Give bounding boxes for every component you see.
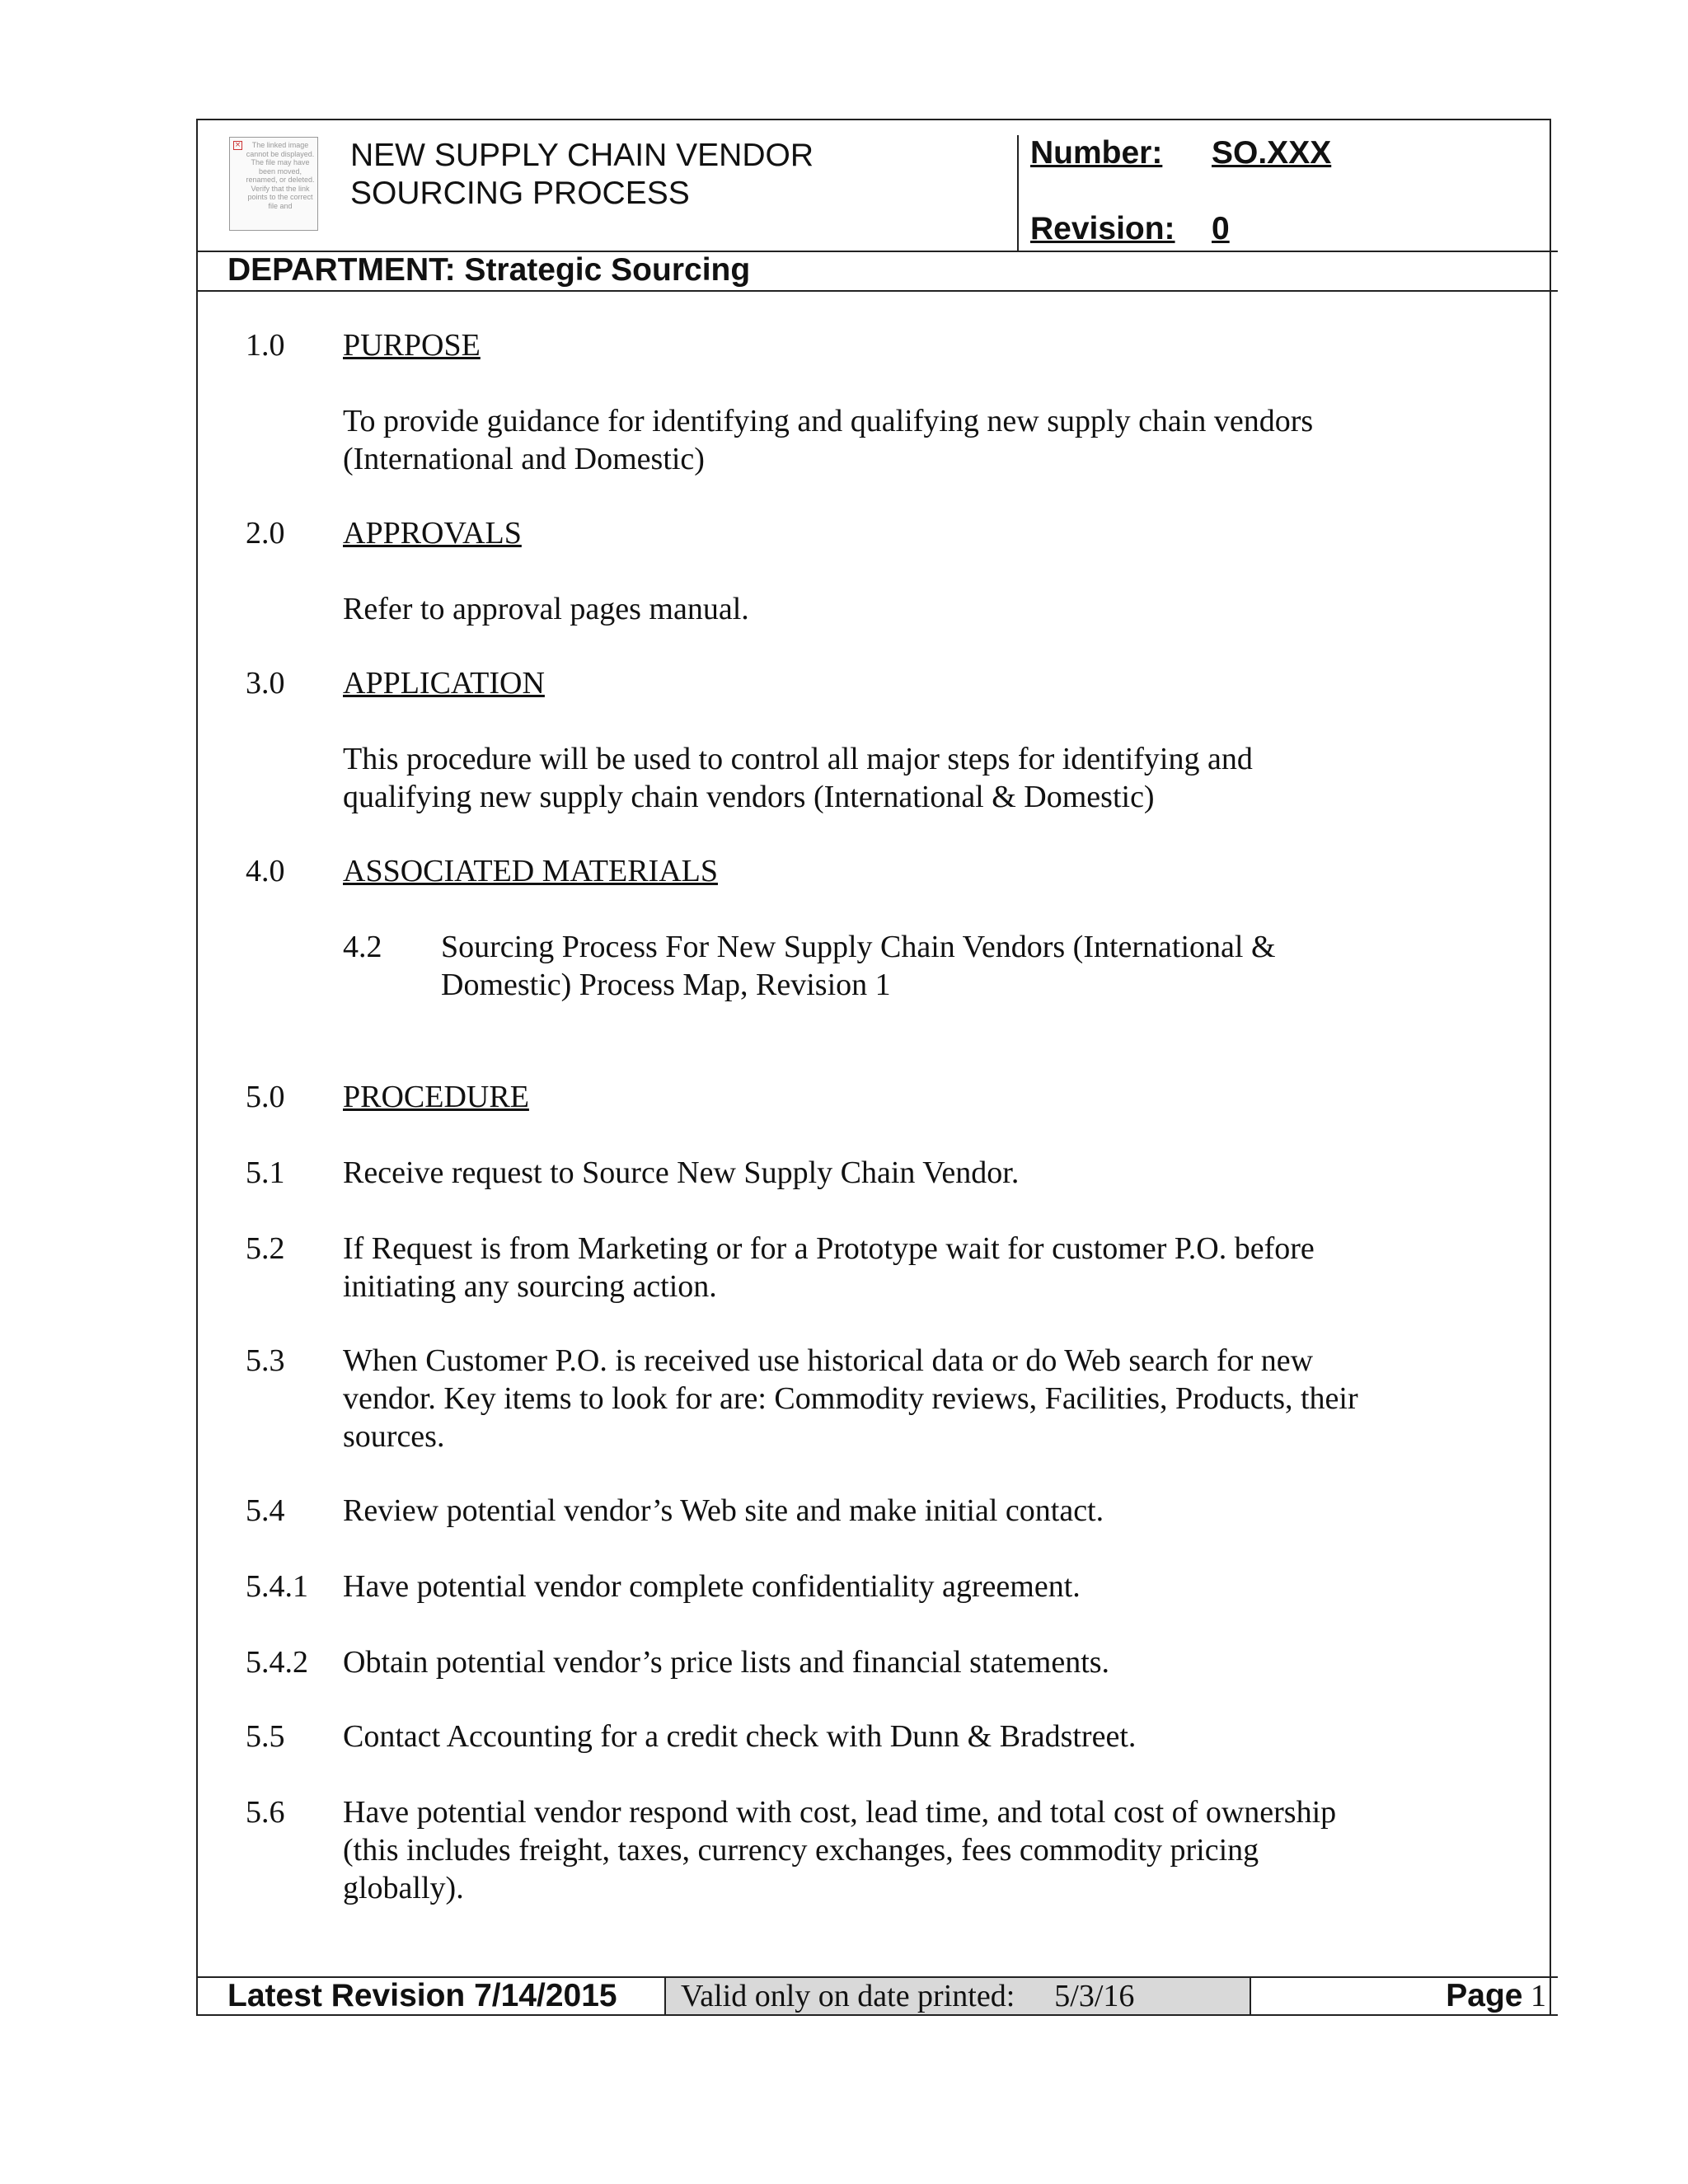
section-heading-procedure: PROCEDURE bbox=[343, 1080, 529, 1114]
page-indicator bbox=[1446, 1978, 1546, 2014]
section-heading-application: APPLICATION bbox=[343, 666, 545, 701]
step-number: 5.4.1 bbox=[246, 1569, 308, 1604]
valid-label: Valid only on date printed: bbox=[681, 1979, 1015, 2013]
document-title-line-1: NEW SUPPLY CHAIN VENDOR bbox=[350, 138, 814, 173]
step-text: Review potential vendor’s Web site and make initial contact. bbox=[343, 1493, 1104, 1528]
subsection-number: 4.2 bbox=[343, 930, 382, 964]
step-number: 5.5 bbox=[246, 1719, 285, 1754]
step-number: 5.4 bbox=[246, 1493, 285, 1528]
broken-image-icon bbox=[229, 137, 318, 231]
section-body-line: (International and Domestic) bbox=[343, 442, 705, 476]
document-title bbox=[350, 137, 977, 213]
step-text: When Customer P.O. is received use historical data or do Web search for new bbox=[343, 1343, 1314, 1378]
step-text: initiating any sourcing action. bbox=[343, 1269, 717, 1304]
step-text: sources. bbox=[343, 1419, 445, 1454]
step-text: Receive request to Source New Supply Chain Vendor. bbox=[343, 1155, 1020, 1190]
step-text: (this includes freight, taxes, currency exchanges, fees commodity pricing bbox=[343, 1833, 1259, 1868]
section-body-line: To provide guidance for identifying and qualifying new supply chain vendors bbox=[343, 404, 1314, 438]
section-heading-purpose: PURPOSE bbox=[343, 328, 481, 363]
section-body-line: qualifying new supply chain vendors (International & Domestic) bbox=[343, 780, 1155, 814]
section-number: 2.0 bbox=[246, 516, 285, 551]
revision-label: Revision: bbox=[1030, 211, 1175, 246]
subsection-body-line: Sourcing Process For New Supply Chain Vendors (International & bbox=[441, 930, 1276, 964]
page-number: 1 bbox=[1531, 1979, 1546, 2013]
document-title-line-2: SOURCING PROCESS bbox=[350, 176, 690, 211]
step-number: 5.3 bbox=[246, 1343, 285, 1378]
section-body-line: This procedure will be used to control all major steps for identifying and bbox=[343, 742, 1253, 776]
valid-date: 5/3/16 bbox=[1054, 1979, 1135, 2013]
header-rule-bottom bbox=[196, 290, 1558, 292]
step-text: Obtain potential vendor’s price lists and financial statements. bbox=[343, 1645, 1110, 1680]
valid-date-cell bbox=[664, 1978, 1251, 2014]
latest-revision: Latest Revision 7/14/2015 bbox=[227, 1978, 617, 2013]
broken-image-message: The linked image cannot be displayed. The file may have been moved, renamed, or deleted. Verify that the link points to the correct file and bbox=[246, 141, 315, 210]
section-number: 1.0 bbox=[246, 328, 285, 363]
step-text: Have potential vendor respond with cost, lead time, and total cost of ownership bbox=[343, 1795, 1337, 1830]
section-body-line: Refer to approval pages manual. bbox=[343, 592, 749, 626]
step-number: 5.1 bbox=[246, 1155, 285, 1190]
department-label: DEPARTMENT: Strategic Sourcing bbox=[227, 252, 751, 288]
subsection-body-line: Domestic) Process Map, Revision 1 bbox=[441, 968, 891, 1002]
step-text: vendor. Key items to look for are: Commodity reviews, Facilities, Products, their bbox=[343, 1381, 1358, 1416]
step-text: If Request is from Marketing or for a Prototype wait for customer P.O. before bbox=[343, 1231, 1315, 1266]
step-number: 5.4.2 bbox=[246, 1645, 308, 1680]
number-value: SO.XXX bbox=[1212, 135, 1332, 171]
section-heading-associated-materials: ASSOCIATED MATERIALS bbox=[343, 854, 718, 888]
header-divider bbox=[1017, 135, 1019, 251]
step-number: 5.2 bbox=[246, 1231, 285, 1266]
step-text: Contact Accounting for a credit check with Dunn & Bradstreet. bbox=[343, 1719, 1137, 1754]
section-heading-approvals: APPROVALS bbox=[343, 516, 522, 551]
page-footer bbox=[196, 1976, 1558, 2016]
section-number: 4.0 bbox=[246, 854, 285, 888]
step-number: 5.6 bbox=[246, 1795, 285, 1830]
section-number: 5.0 bbox=[246, 1080, 285, 1114]
page-label: Page bbox=[1446, 1978, 1523, 2013]
step-text: Have potential vendor complete confidentiality agreement. bbox=[343, 1569, 1081, 1604]
revision-value: 0 bbox=[1212, 211, 1230, 246]
number-label: Number: bbox=[1030, 135, 1163, 171]
broken-image-x-icon: × bbox=[234, 141, 241, 149]
section-number: 3.0 bbox=[246, 666, 285, 701]
step-text: globally). bbox=[343, 1871, 464, 1905]
